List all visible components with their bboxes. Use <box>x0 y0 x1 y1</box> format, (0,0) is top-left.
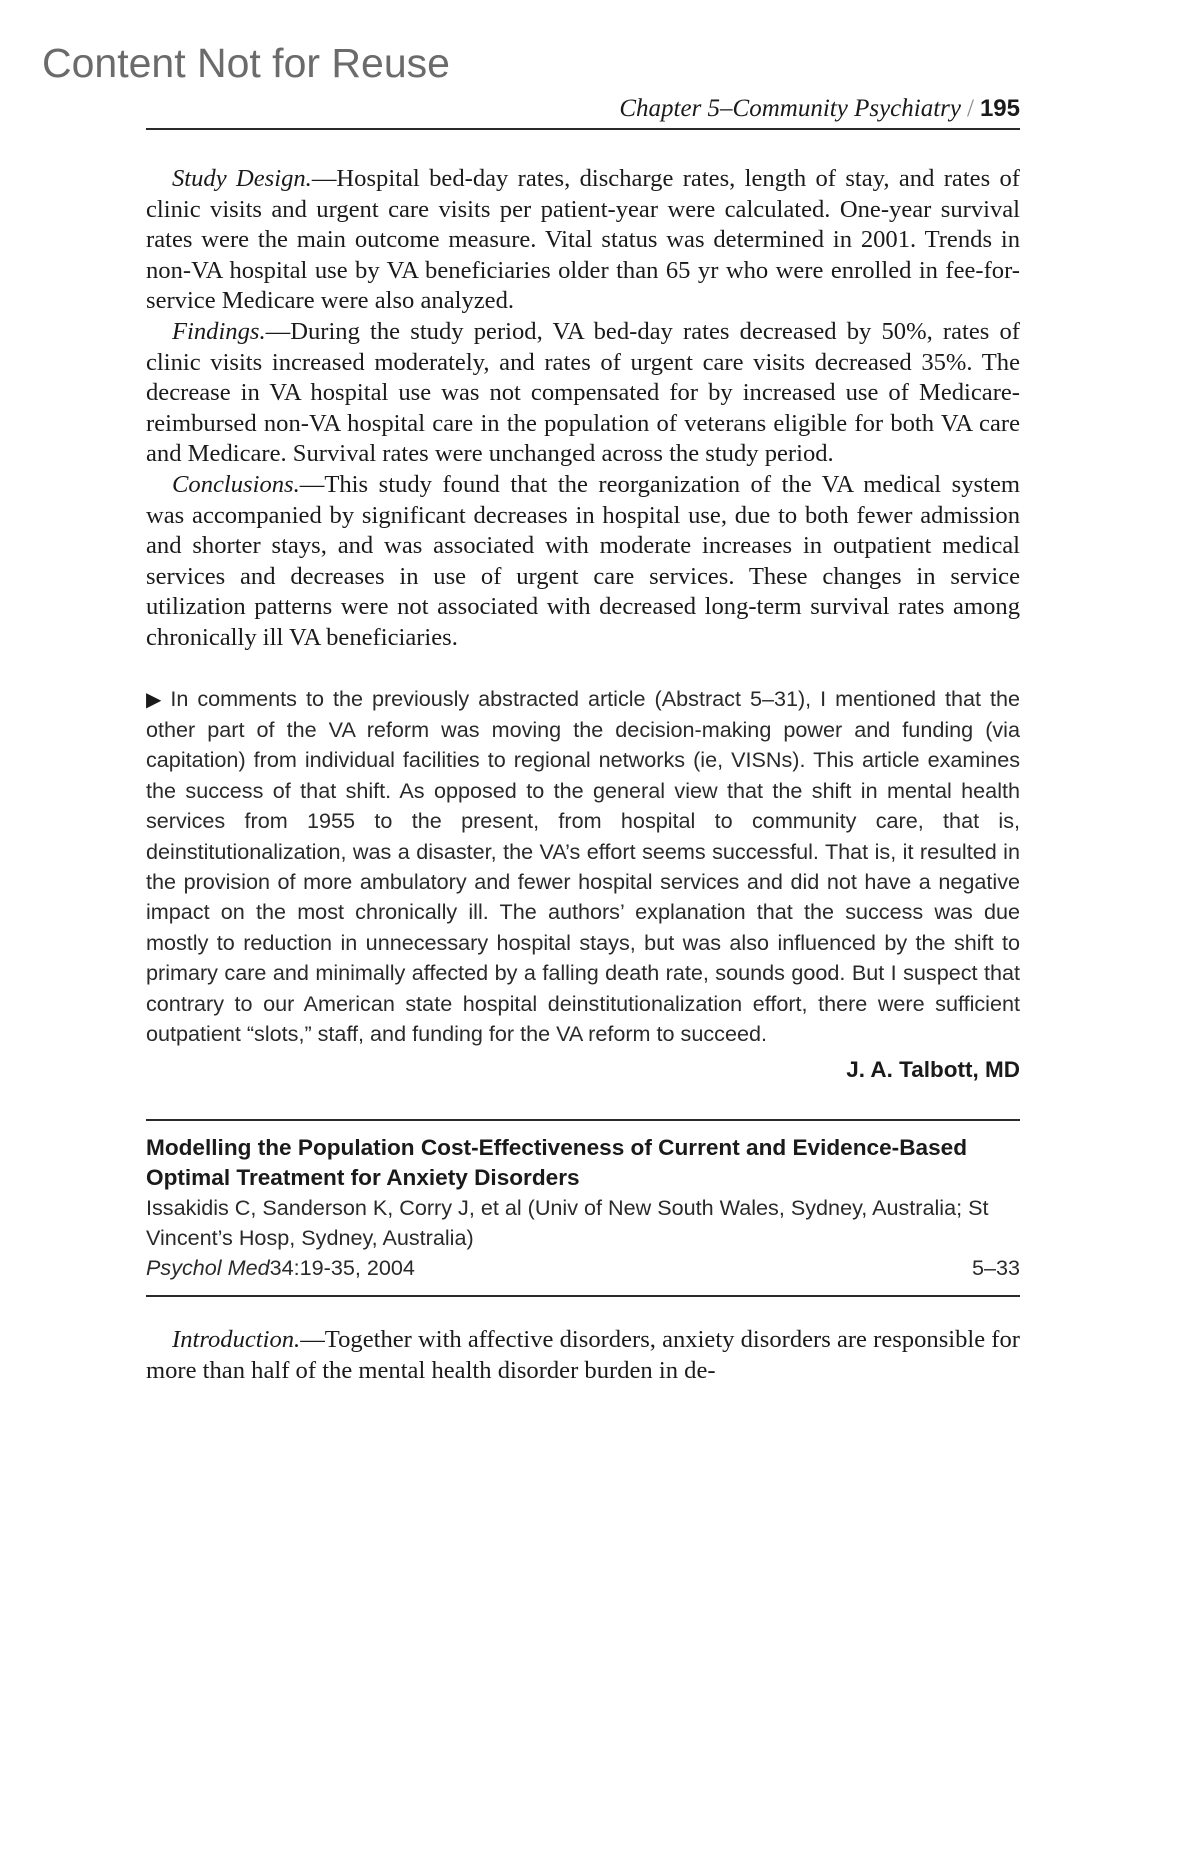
introduction-head: Introduction. <box>172 1326 301 1354</box>
study-design-head: Study Design. <box>172 165 312 192</box>
abstract-body <box>146 164 1020 654</box>
article-citation <box>146 1253 415 1283</box>
study-design-paragraph <box>146 164 1020 317</box>
comment-author: J. A. Talbott, MD <box>846 1057 1020 1083</box>
editor-comment <box>146 684 1020 1050</box>
running-head <box>146 90 1020 128</box>
findings-head: Findings. <box>172 317 266 345</box>
header-rule <box>146 128 1020 130</box>
findings-text: —During the study period, VA bed-day rates decreased by 50%, rates of clinic visits increased moderately, and rates of urgent care visits decreased 35%. The decrease in VA hospital use was not compensated for by increased use of Medicare-reimbursed non-VA hospital care in the population of veterans eligible for both VA care and Medicare. Survival rates were unchanged across the study period. <box>146 317 1020 468</box>
comment-text: In comments to the previously abstracted article (Abstract 5–31), I mentioned that the other part of the VA reform was moving the decision-making power and funding (via capitation) from individual facilities to regional networks (ie, VISNs). This article examines the success of that shift. As opposed to the general view that the shift in mental health services from 1955 to the present, from hospital to community care, that is, deinstitutionalization, was a disaster, the VA’s effort seems successful. That is, it resulted in the provision of more ambulatory and fewer hospital services and did not have a negative impact on the most chronically ill. The authors’ explanation that the success was due mostly to reduction in unnecessary hospital stays, but was also influenced by the shift to primary care and minimally affected by a falling death rate, sounds good. But I suspect that contrary to our American state hospital deinstitutionalization effort, there were sufficient outpatient “slots,” staff, and funding for the VA reform to succeed. <box>146 685 1020 1046</box>
article-citation-row <box>146 1253 1020 1283</box>
watermark: Content Not for Reuse <box>42 40 450 86</box>
conclusions-text: —This study found that the reorganization of the VA medical system was accompanied by significant decreases in hospital use, due to both fewer admission and shorter stays, and was associated with moderate increases in outpatient medical services and decreases in use of urgent care services. These changes in service utilization patterns were not associated with decreased long-term survival rates among chronically ill VA beneficiaries. <box>146 470 1020 651</box>
conclusions-head: Conclusions. <box>172 470 300 498</box>
introduction-paragraph <box>146 1325 1020 1386</box>
article-header <box>146 1121 1020 1295</box>
study-design-text: —Hospital bed-day rates, discharge rates, length of stay, and rates of clinic visits and urgent care visits per patient-year were calculated. One-year survival rates were the main outcome measure. Vital status was determined in 2001. Trends in non-VA hospital use by VA beneficiaries older than 65 yr who were enrolled in fee-for-service Medicare were also analyzed. <box>146 165 1020 315</box>
conclusions-paragraph <box>146 470 1020 654</box>
running-head-separator: / <box>967 95 974 122</box>
journal-volume: 34:19-35, 2004 <box>269 1255 415 1281</box>
page-number: 195 <box>979 95 1020 122</box>
introduction-text: —Together with affective disorders, anxiety disorders are responsible for more than half of the mental health disorder burden in de- <box>146 1326 1020 1384</box>
comment-marker-icon: ▶ <box>146 688 165 711</box>
journal-name: Psychol Med <box>146 1255 270 1281</box>
abstract-number: 5–33 <box>971 1255 1020 1281</box>
article-authors: Issakidis C, Sanderson K, Corry J, et al (Univ of New South Wales, Sydney, Australia; St Vincent’s Hosp, Sydney, Australia) <box>146 1195 989 1251</box>
page-content <box>146 90 1020 1387</box>
article-bottom-rule <box>146 1295 1020 1297</box>
chapter-title: Chapter 5–Community Psychiatry <box>619 95 961 122</box>
introduction <box>146 1325 1020 1386</box>
article-title: Modelling the Population Cost-Effectiveness of Current and Evidence-Based Optimal Treatment for Anxiety Disorders <box>146 1135 968 1191</box>
findings-paragraph <box>146 317 1020 470</box>
